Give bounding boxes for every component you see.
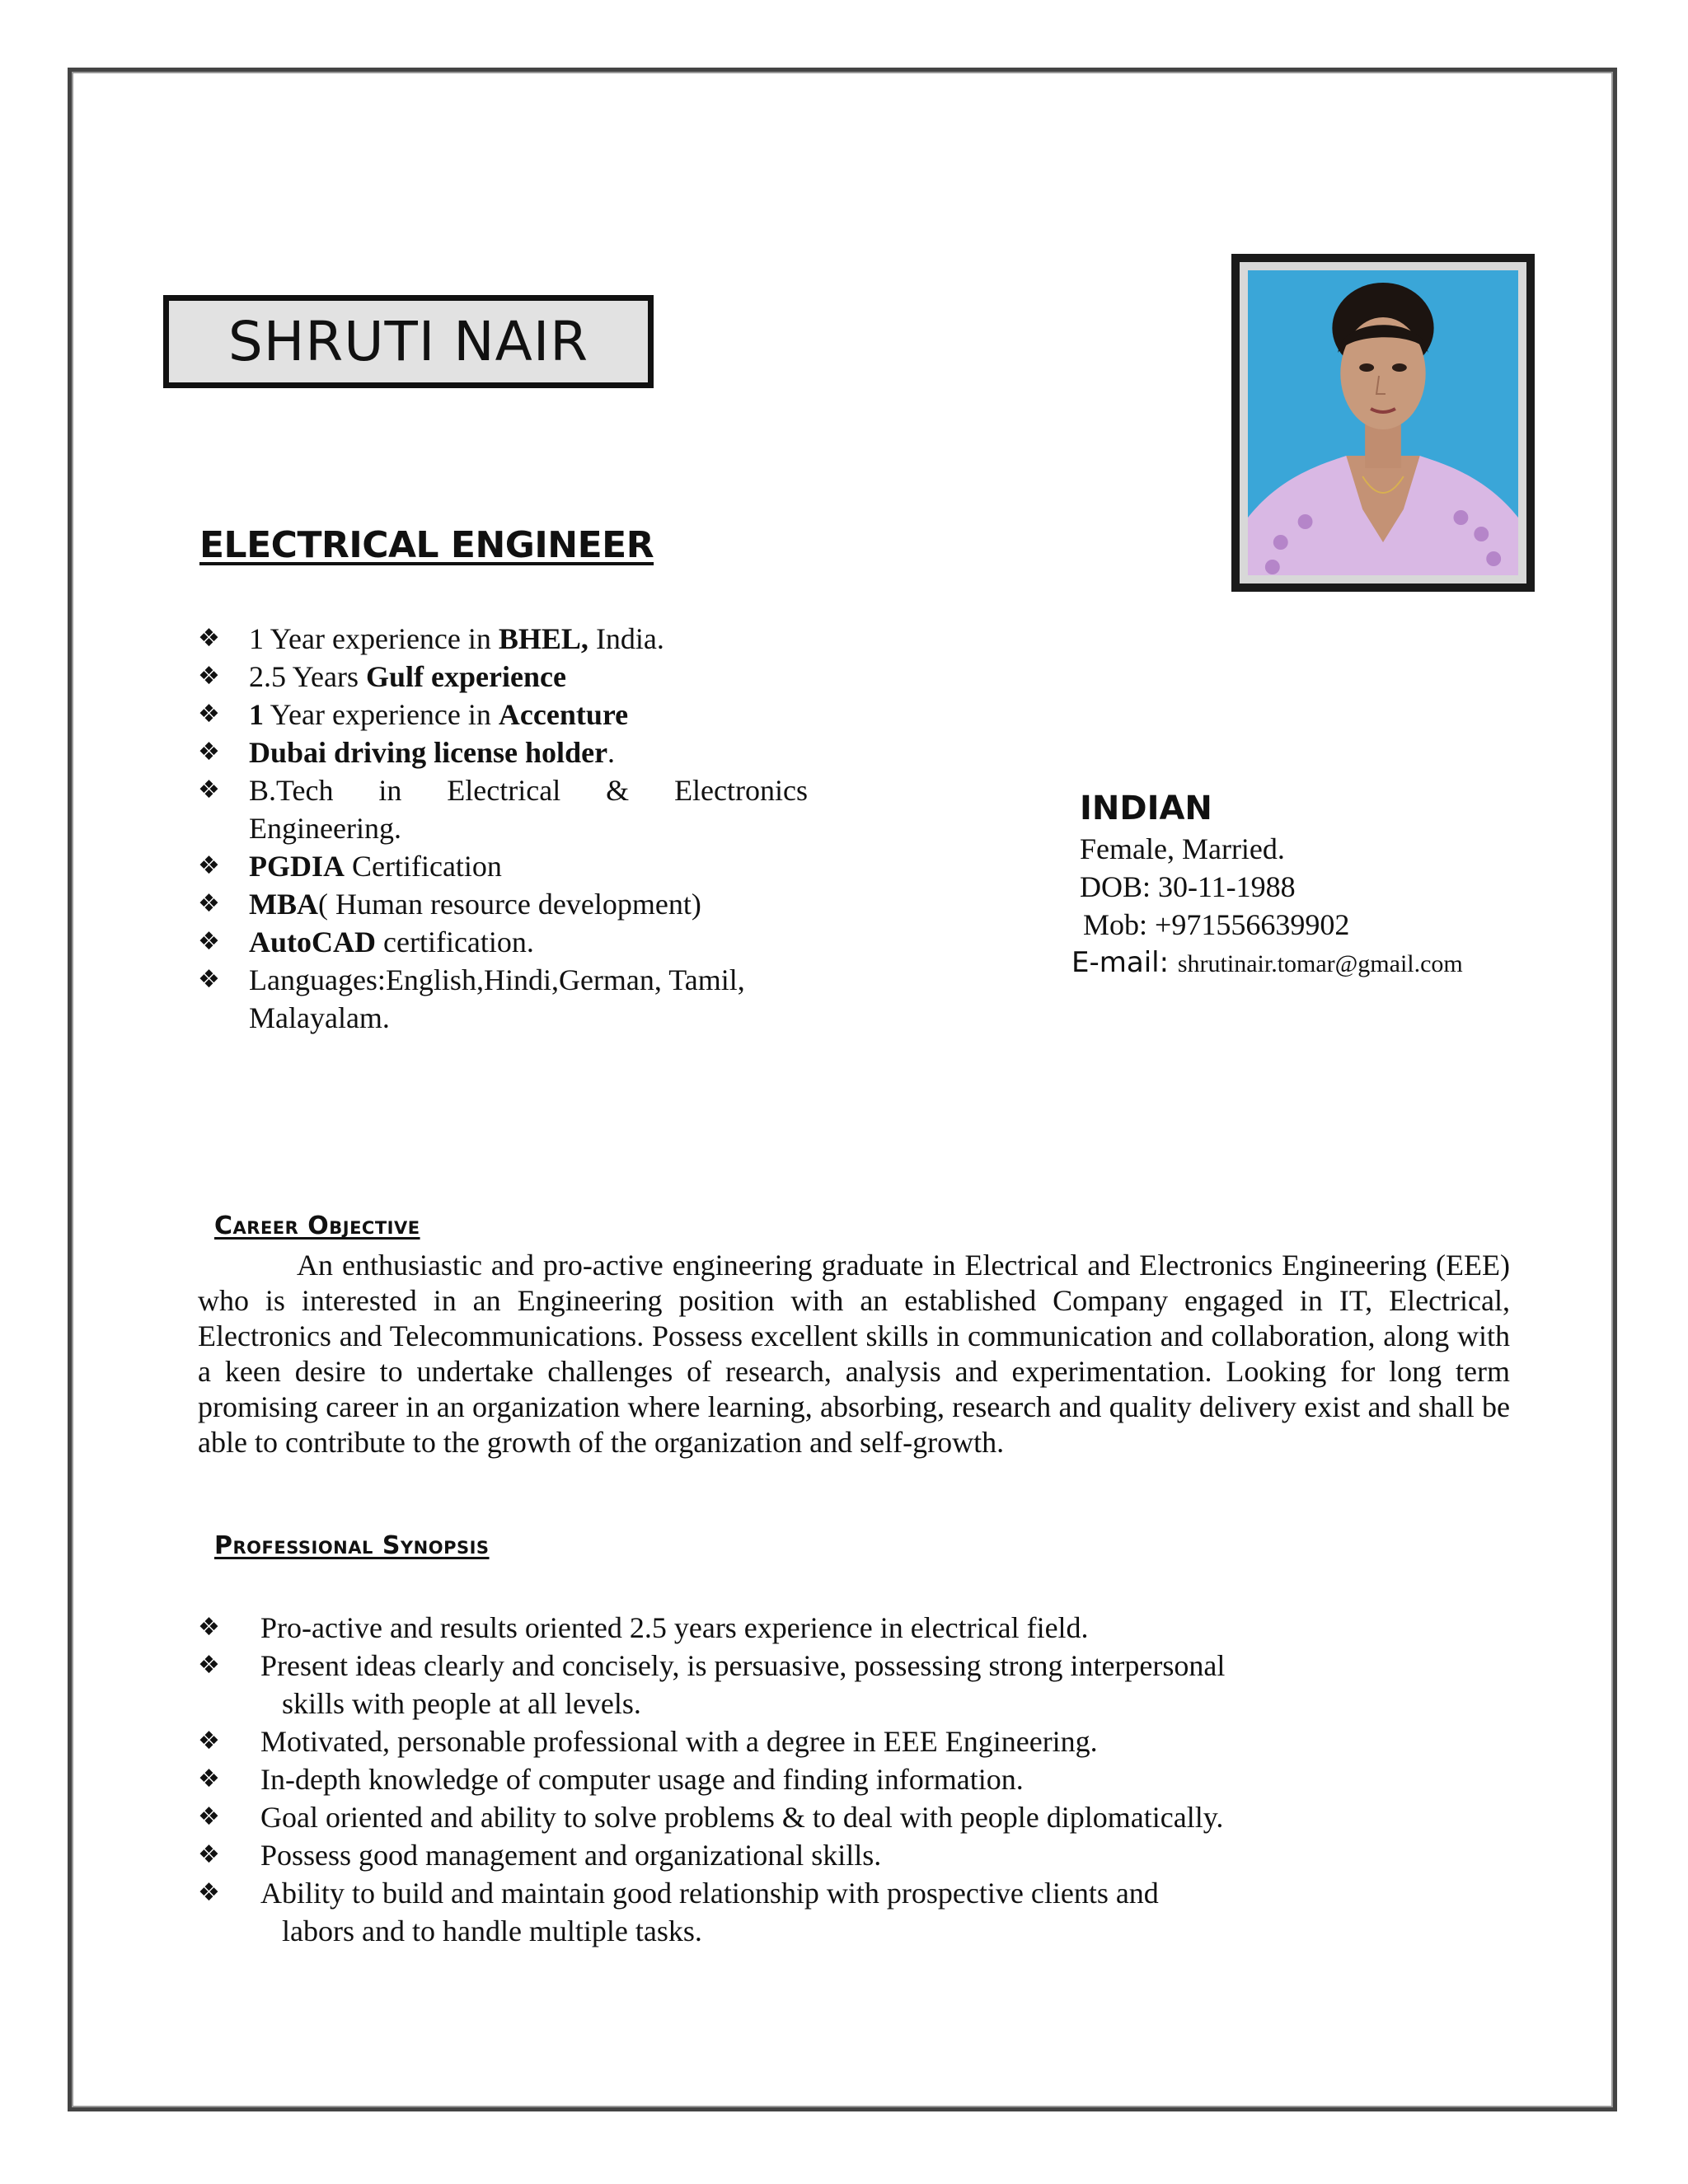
list-item: ❖ 1 Year experience in Accenture bbox=[198, 696, 808, 733]
four-diamond-bullet-icon: ❖ bbox=[198, 927, 220, 956]
list-item: ❖ Dubai driving license holder. bbox=[198, 733, 808, 771]
email-label: E-mail: bbox=[1071, 946, 1178, 979]
four-diamond-bullet-icon: ❖ bbox=[198, 738, 220, 766]
list-item: ❖ Ability to build and maintain good relationship with prospective clients and labors and to handle multiple tasks. bbox=[198, 1874, 1434, 1950]
list-item: ❖ Languages:English,Hindi,German, Tamil, Malayalam. bbox=[198, 961, 808, 1037]
professional-synopsis-list bbox=[198, 1609, 1434, 1950]
list-item: ❖ In-depth knowledge of computer usage and finding information. bbox=[198, 1760, 1434, 1798]
professional-synopsis-heading: Professional Synopsis bbox=[214, 1531, 490, 1560]
four-diamond-bullet-icon: ❖ bbox=[198, 1727, 220, 1755]
four-diamond-bullet-icon: ❖ bbox=[198, 1840, 220, 1869]
list-item: ❖ Pro-active and results oriented 2.5 years experience in electrical field. bbox=[198, 1609, 1434, 1647]
gender-marital-status: Female, Married. bbox=[1080, 832, 1285, 865]
job-title: ELECTRICAL ENGINEER bbox=[199, 524, 654, 566]
four-diamond-bullet-icon: ❖ bbox=[198, 1878, 220, 1907]
list-item: ❖ MBA( Human resource development) bbox=[198, 885, 808, 923]
candidate-name: SHRUTI NAIR bbox=[227, 310, 589, 373]
nationality: INDIAN bbox=[1080, 790, 1212, 827]
email-row bbox=[1071, 944, 1463, 983]
four-diamond-bullet-icon: ❖ bbox=[198, 965, 220, 994]
profile-photo-frame bbox=[1231, 254, 1535, 592]
list-item: ❖ Possess good management and organizational skills. bbox=[198, 1836, 1434, 1874]
date-of-birth: DOB: 30-11-1988 bbox=[1080, 870, 1296, 903]
list-item: ❖ Present ideas clearly and concisely, is persuasive, possessing strong interpersonal skills with people at all levels. bbox=[198, 1647, 1434, 1722]
four-diamond-bullet-icon: ❖ bbox=[198, 1651, 220, 1680]
four-diamond-bullet-icon: ❖ bbox=[198, 1765, 220, 1793]
list-item: ❖ Motivated, personable professional with a degree in EEE Engineering. bbox=[198, 1722, 1434, 1760]
name-box bbox=[163, 295, 654, 388]
four-diamond-bullet-icon: ❖ bbox=[198, 700, 220, 729]
list-item: ❖ AutoCAD certification. bbox=[198, 923, 808, 961]
four-diamond-bullet-icon: ❖ bbox=[198, 851, 220, 880]
four-diamond-bullet-icon: ❖ bbox=[198, 889, 220, 918]
list-item: ❖ B.Tech in Electrical & Electronics Engineering. bbox=[198, 771, 808, 847]
four-diamond-bullet-icon: ❖ bbox=[198, 1802, 220, 1831]
four-diamond-bullet-icon: ❖ bbox=[198, 662, 220, 691]
four-diamond-bullet-icon: ❖ bbox=[198, 776, 220, 804]
highlights-list bbox=[198, 620, 808, 1037]
email-address[interactable]: shrutinair.tomar@gmail.com bbox=[1177, 950, 1463, 977]
list-item: ❖ PGDIA Certification bbox=[198, 847, 808, 885]
profile-photo bbox=[1248, 270, 1518, 575]
mobile-number: Mob: +971556639902 bbox=[1083, 908, 1350, 941]
career-objective-heading: Career Objective bbox=[214, 1212, 420, 1240]
career-objective-text: An enthusiastic and pro-active engineering graduate in Electrical and Electronics Engineering (EEE) who is interested in an Engineering position with an established Company engaged in IT, Electrical, Electronics and Telecommunications. Possess excellent skills in communication and collaboration, along with a keen desire to undertake challenges of research, analysis and experimentation. Looking for long term promising career in an organization where learning, absorbing, research and quality delivery exist and shall be able to contribute to the growth of the organization and self-growth. bbox=[198, 1249, 1510, 1459]
list-item: ❖ Goal oriented and ability to solve problems & to deal with people diplomatically. bbox=[198, 1798, 1434, 1836]
four-diamond-bullet-icon: ❖ bbox=[198, 1613, 220, 1642]
four-diamond-bullet-icon: ❖ bbox=[198, 624, 220, 653]
personal-details bbox=[1071, 787, 1463, 983]
list-item: ❖ 2.5 Years Gulf experience bbox=[198, 658, 808, 696]
list-item: ❖ 1 Year experience in BHEL, India. bbox=[198, 620, 808, 658]
